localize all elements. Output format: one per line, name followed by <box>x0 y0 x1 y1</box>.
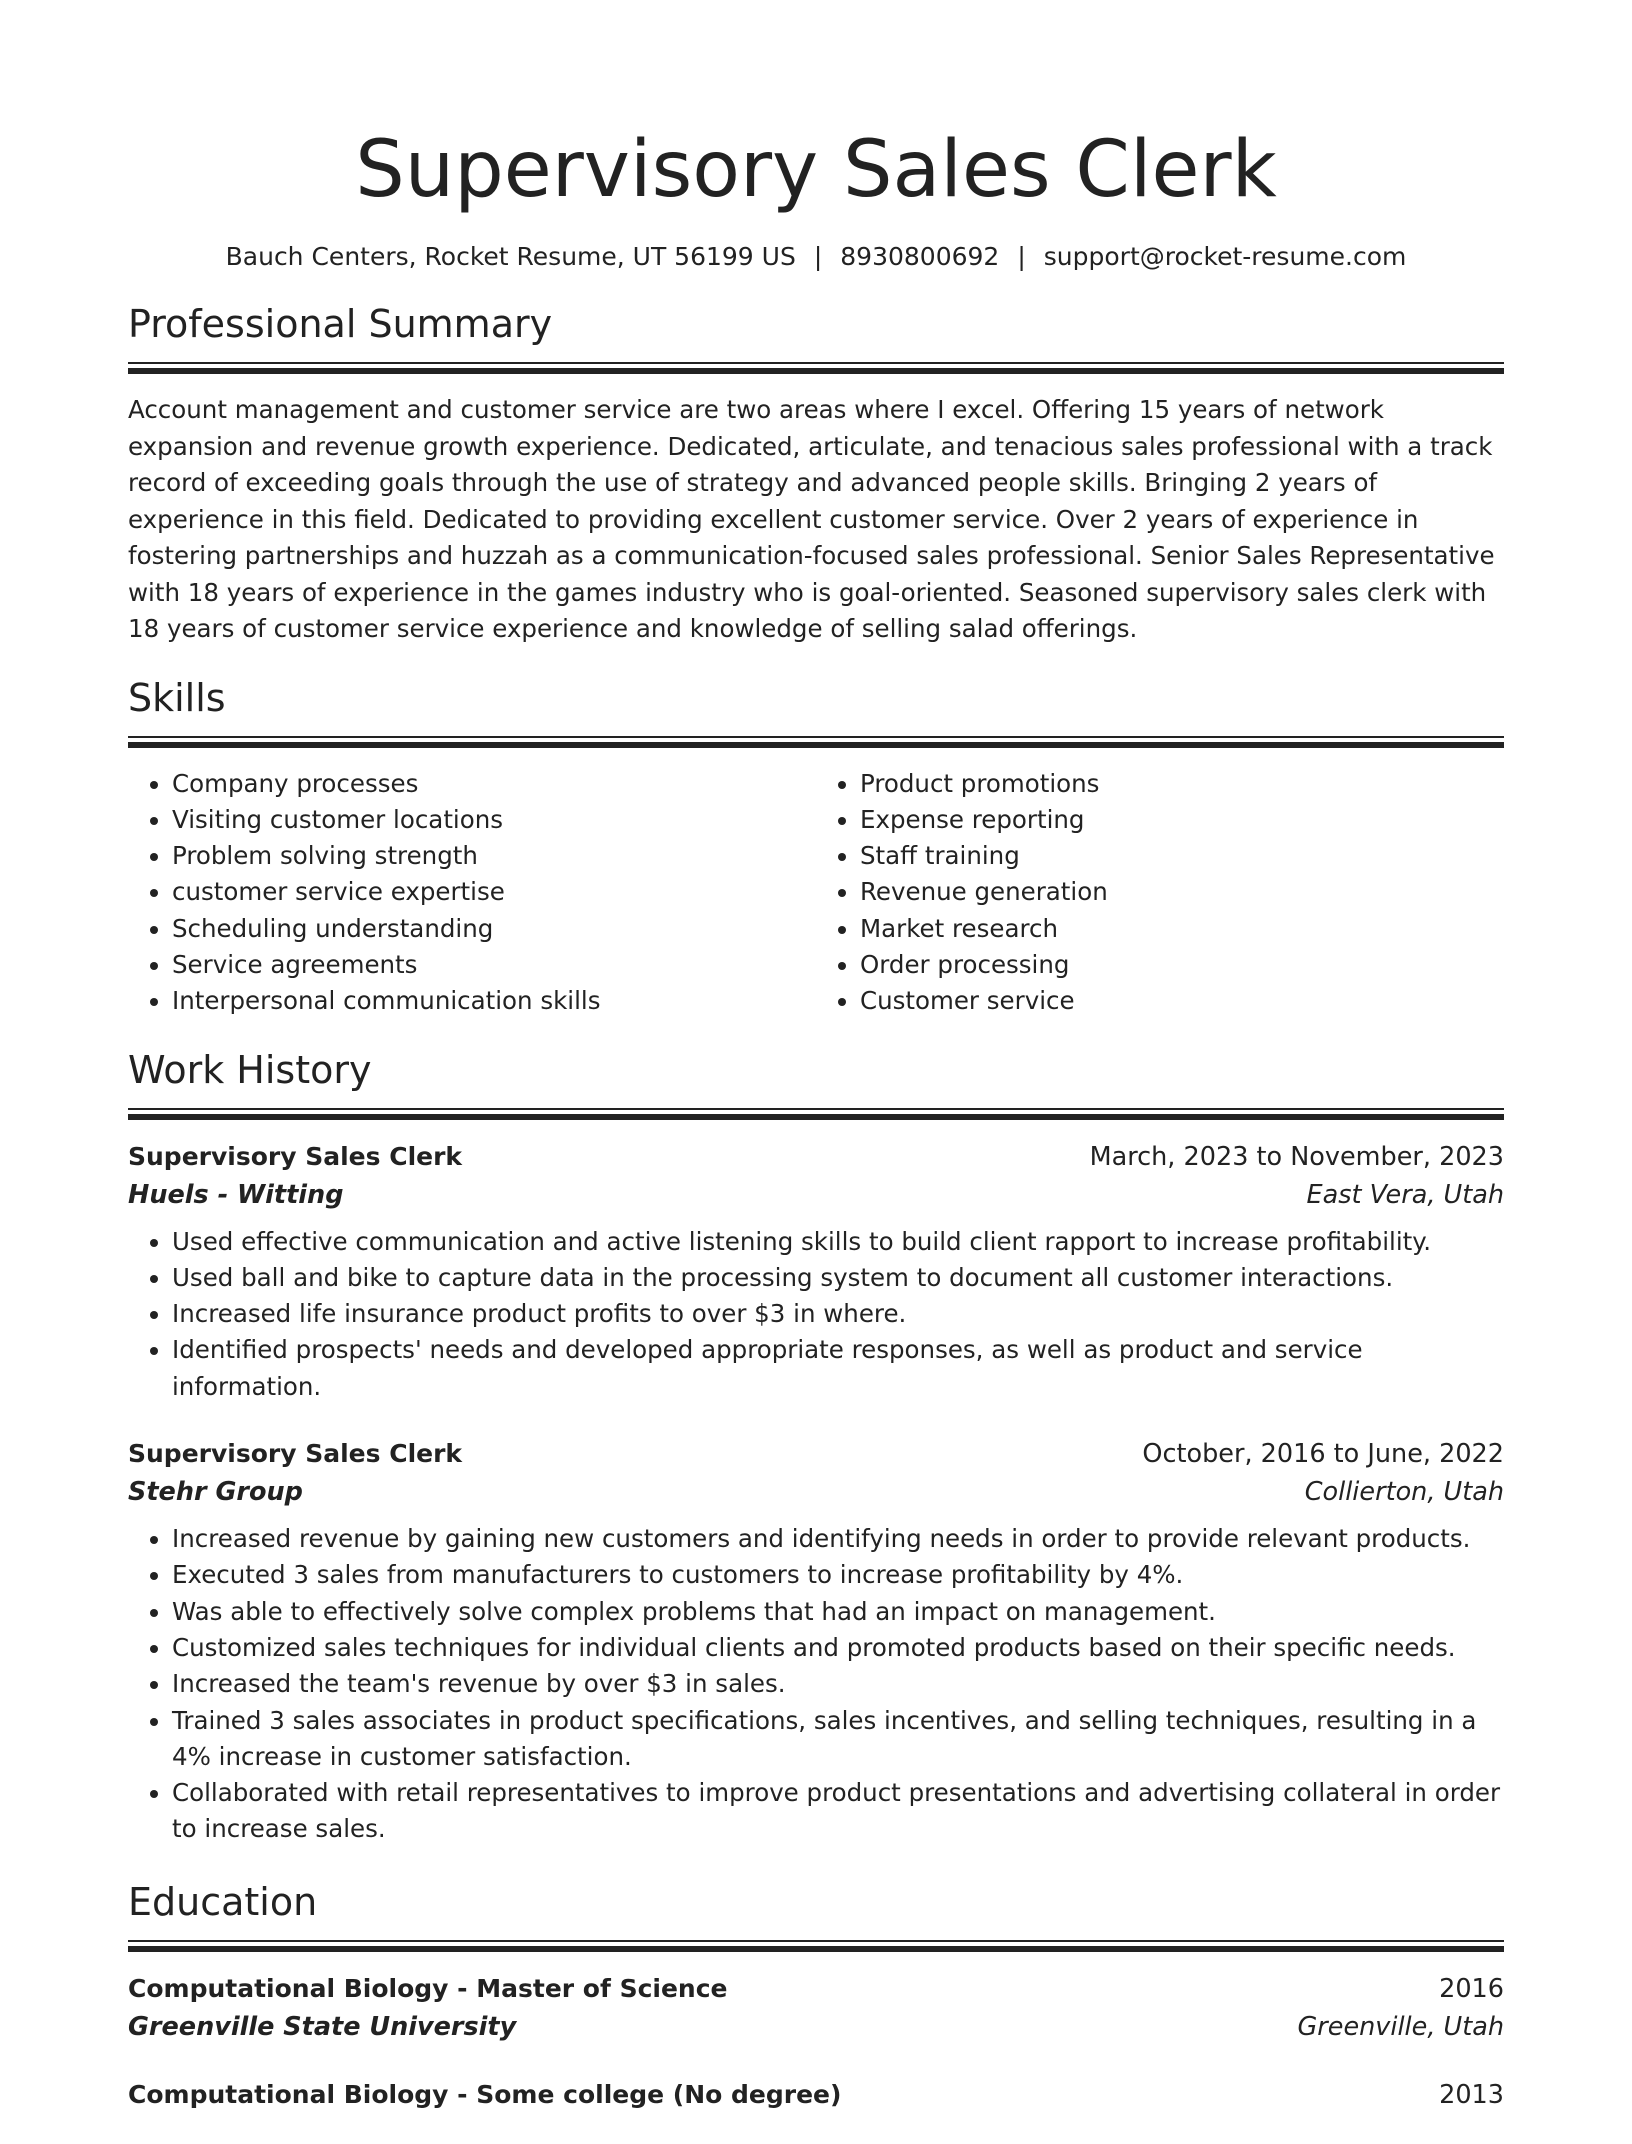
section-divider <box>128 736 1504 748</box>
skill-item: • Interpersonal communication skills <box>172 983 816 1019</box>
skill-item: • Company processes <box>172 766 816 802</box>
job-bullet: • Increased revenue by gaining new customers and identifying needs in order to provide relevant products. <box>172 1521 1504 1557</box>
job-company: Stehr Group <box>128 1477 303 1508</box>
education-year: 2013 <box>1439 2079 1504 2110</box>
job-bullet: • Executed 3 sales from manufacturers to customers to increase profitability by 4%. <box>172 1557 1504 1593</box>
education-school: Greenville State University <box>128 2011 517 2042</box>
job-bullet: • Was able to effectively solve complex problems that had an impact on management. <box>172 1594 1504 1630</box>
job-location: East Vera, Utah <box>1306 1179 1504 1210</box>
skills-column-left <box>128 766 816 1020</box>
job-dates: October, 2016 to June, 2022 <box>1142 1439 1504 1470</box>
education-degree: Computational Biology - Master of Science <box>128 1973 728 2003</box>
education-entry <box>128 1970 1504 2046</box>
resume-page <box>128 0 1504 2144</box>
skill-item: • Revenue generation <box>860 874 1504 910</box>
summary-heading: Professional Summary <box>128 302 553 346</box>
job-title: Supervisory Sales Clerk <box>128 1439 463 1469</box>
job-bullet: • Used effective communication and active listening skills to build client rapport to increase profitability. <box>172 1224 1504 1260</box>
skill-item: • Visiting customer locations <box>172 802 816 838</box>
job-bullets <box>128 1521 1504 1848</box>
section-divider <box>128 362 1504 374</box>
job-bullet: • Trained 3 sales associates in product specifications, sales incentives, and selling techniques, resulting in a 4% increase in customer satisfaction. <box>172 1703 1504 1776</box>
skill-item: • Problem solving strength <box>172 838 816 874</box>
education-entry <box>128 2076 1504 2114</box>
separator: | <box>1017 242 1026 271</box>
separator: | <box>813 242 823 271</box>
job-company: Huels - Witting <box>128 1179 344 1210</box>
job-bullets <box>128 1224 1504 1405</box>
skill-item: • Product promotions <box>860 766 1504 802</box>
skill-item: • Scheduling understanding <box>172 911 816 947</box>
job-entry <box>128 1435 1504 1848</box>
section-divider <box>128 1108 1504 1120</box>
section-divider <box>128 1940 1504 1952</box>
education-year: 2016 <box>1439 1973 1504 2004</box>
education-heading: Education <box>128 1879 318 1924</box>
work-heading: Work History <box>128 1047 372 1092</box>
address: Bauch Centers, Rocket Resume, UT 56199 US <box>225 242 796 271</box>
education-location: Greenville, Utah <box>1297 2011 1504 2042</box>
summary-text: Account management and customer service are two areas where I excel. Offering 15 years of network expansion and revenue growth experience. Dedicated, articulate, and tenacious sales professional with a track record of exceeding goals through the use of strategy and advanced people skills. Bringing 2 years of experience in this field. Dedicated to providing excellent customer service. Over 2 years of experience in fostering partnerships and huzzah as a communication-focused sales professional. Senior Sales Representative with 18 years of experience in the games industry who is goal-oriented. Seasoned supervisory sales clerk with 18 years of customer service experience and knowledge of selling salad offerings. <box>128 395 1495 643</box>
email: support@rocket-resume.com <box>1043 242 1407 271</box>
skill-item: • Service agreements <box>172 947 816 983</box>
job-bullet: • Collaborated with retail representatives to improve product presentations and advertising collateral in order to increase sales. <box>172 1775 1504 1848</box>
job-bullet: • Used ball and bike to capture data in the processing system to document all customer interactions. <box>172 1260 1504 1296</box>
education-list <box>128 1970 1504 2114</box>
skill-item: • customer service expertise <box>172 874 816 910</box>
work-history <box>128 1138 1504 1848</box>
education-degree: Computational Biology - Some college (No degree) <box>128 2079 842 2109</box>
skill-item: • Market research <box>860 911 1504 947</box>
job-location: Collierton, Utah <box>1304 1477 1504 1508</box>
job-entry <box>128 1138 1504 1405</box>
job-bullet: • Customized sales techniques for individual clients and promoted products based on their specific needs. <box>172 1630 1504 1666</box>
resume-name: Supervisory Sales Clerk <box>355 125 1277 215</box>
skill-item: • Staff training <box>860 838 1504 874</box>
skill-item: • Expense reporting <box>860 802 1504 838</box>
job-bullet: • Increased life insurance product profits to over $3 in where. <box>172 1296 1504 1332</box>
job-dates: March, 2023 to November, 2023 <box>1089 1141 1504 1172</box>
skills-heading: Skills <box>128 675 226 720</box>
skills-list <box>128 766 1504 1020</box>
skills-column-right <box>816 766 1504 1020</box>
job-title: Supervisory Sales Clerk <box>128 1141 463 1171</box>
skill-item: • Order processing <box>860 947 1504 983</box>
skill-item: • Customer service <box>860 983 1504 1019</box>
contact-line <box>128 240 1504 274</box>
phone: 8930800692 <box>840 242 1000 271</box>
job-bullet: • Identified prospects' needs and developed appropriate responses, as well as product and service information. <box>172 1332 1504 1405</box>
job-bullet: • Increased the team's revenue by over $3 in sales. <box>172 1666 1504 1702</box>
